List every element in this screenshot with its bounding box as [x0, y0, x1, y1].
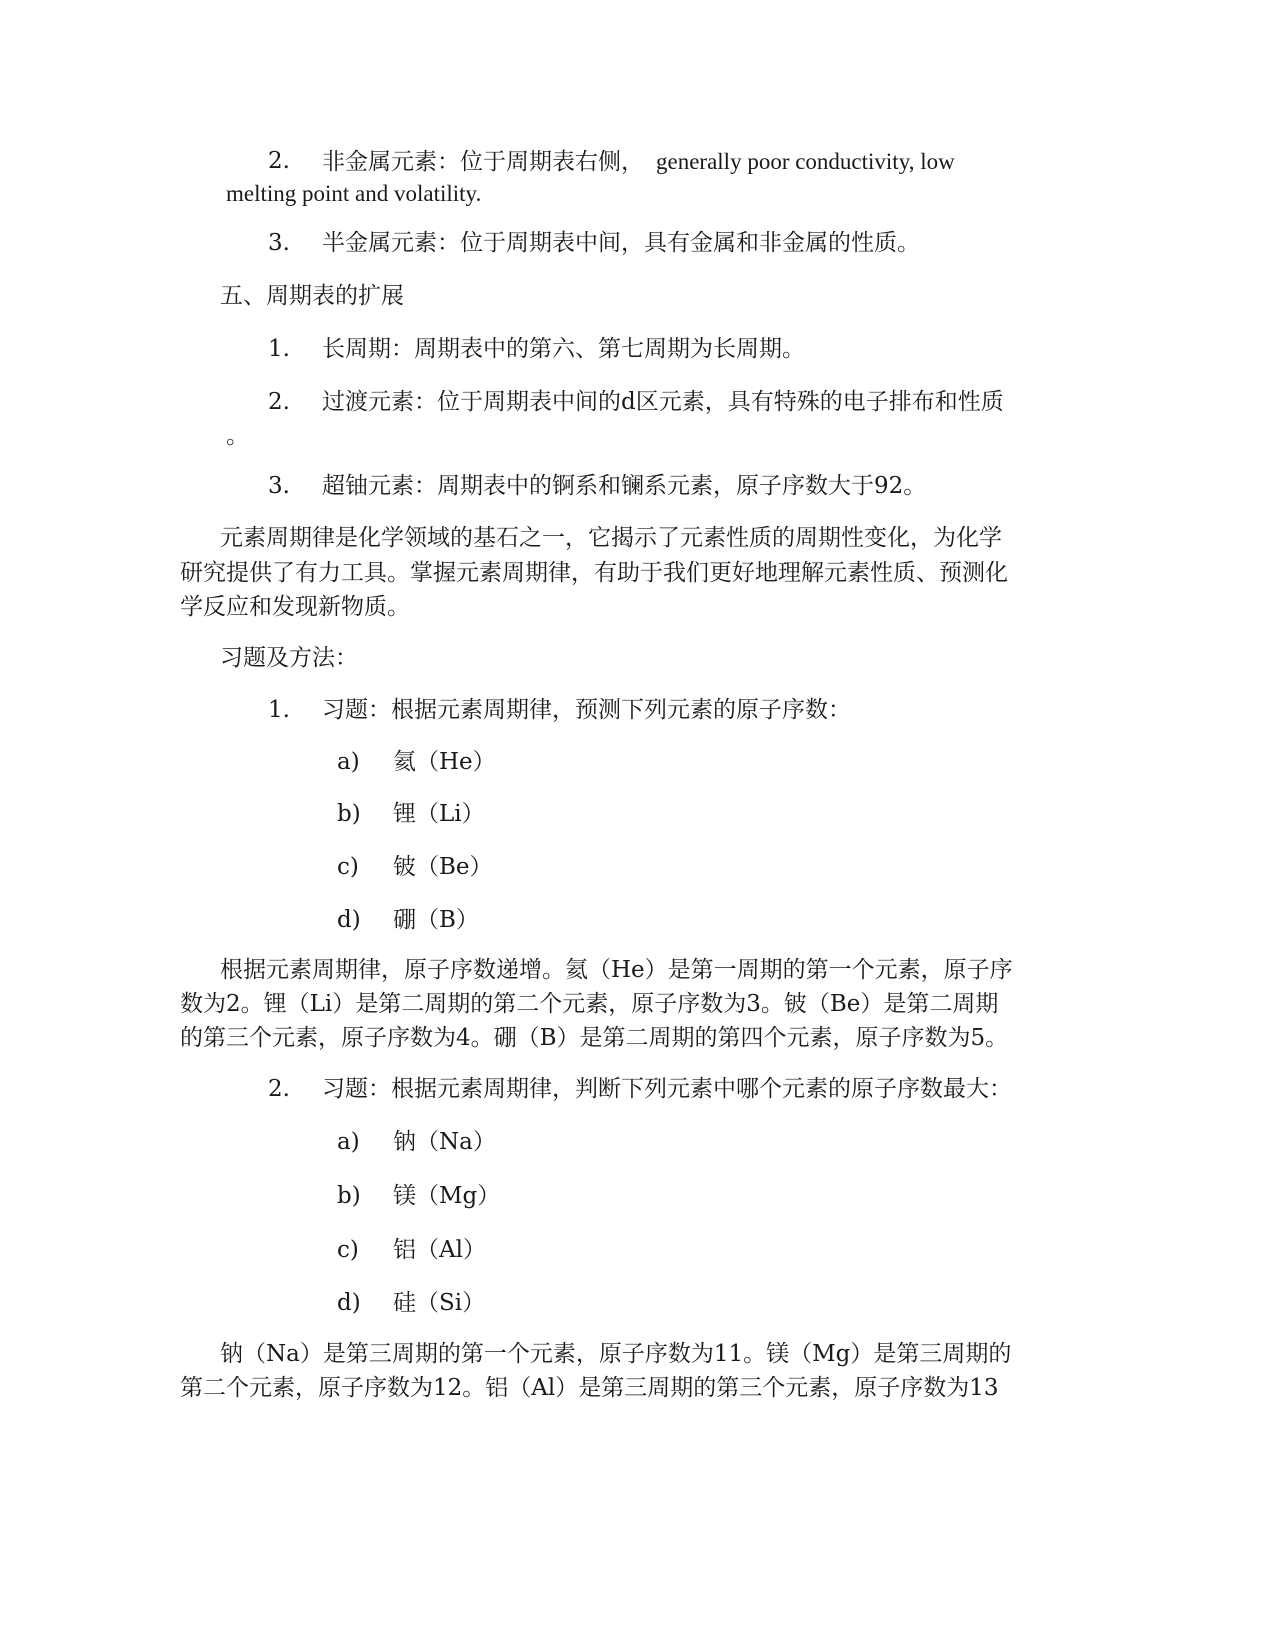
list-item-text: 半金属元素：位于周期表中间，具有金属和非金属的性质。 [322, 230, 920, 256]
option-text: 锂（Li） [393, 801, 485, 827]
question-text: 习题：根据元素周期律，判断下列元素中哪个元素的原子序数最大： [322, 1076, 1012, 1102]
answer-line: 的第三个元素，原子序数为4。硼（B）是第二周期的第四个元素，原子序数为5。 [180, 1025, 1009, 1051]
list-item-continuation: melting point and volatility. [226, 181, 482, 206]
list-item-text [322, 150, 955, 174]
option-label: a) [337, 749, 360, 775]
option-label: d) [337, 907, 361, 933]
section-heading: 五、周期表的扩展 [220, 283, 404, 309]
option-label: d) [337, 1290, 361, 1316]
list-item-text: 长周期：周期表中的第六、第七周期为长周期。 [322, 336, 805, 362]
list-number: 2. [268, 148, 290, 174]
option-label: b) [337, 801, 361, 827]
option-text: 镁（Mg） [393, 1183, 501, 1209]
answer-line: 钠（Na）是第三周期的第一个元素，原子序数为11。镁（Mg）是第三周期的 [220, 1341, 1012, 1367]
list-item-text-zh: 非金属元素：位于周期表右侧， [322, 149, 644, 175]
question-number: 2. [268, 1076, 290, 1102]
answer-line: 第二个元素，原子序数为12。铝（Al）是第三周期的第三个元素，原子序数为13 [180, 1375, 999, 1401]
answer-line: 数为2。锂（Li）是第二周期的第二个元素，原子序数为3。铍（Be）是第二周期 [180, 991, 999, 1017]
option-text: 氦（He） [393, 749, 496, 775]
option-text: 铝（Al） [393, 1237, 486, 1263]
paragraph-line: 元素周期律是化学领域的基石之一，它揭示了元素性质的周期性变化，为化学 [220, 525, 1002, 551]
option-label: b) [337, 1183, 361, 1209]
list-item-continuation: 。 [226, 423, 249, 449]
option-text: 铍（Be） [393, 854, 493, 880]
option-text: 硼（B） [393, 907, 479, 933]
question-text: 习题：根据元素周期律，预测下列元素的原子序数： [322, 697, 851, 723]
paragraph-line: 研究提供了有力工具。掌握元素周期律，有助于我们更好地理解元素性质、预测化 [180, 560, 1008, 586]
list-number: 3. [268, 473, 290, 499]
paragraph-line: 学反应和发现新物质。 [180, 594, 410, 620]
option-label: a) [337, 1129, 360, 1155]
list-item-text: 过渡元素：位于周期表中间的d区元素，具有特殊的电子排布和性质 [322, 389, 1004, 415]
option-label: c) [337, 1237, 359, 1263]
option-text: 钠（Na） [393, 1129, 496, 1155]
option-label: c) [337, 854, 359, 880]
answer-line: 根据元素周期律，原子序数递增。氦（He）是第一周期的第一个元素，原子序 [220, 957, 1013, 983]
option-text: 硅（Si） [393, 1290, 486, 1316]
list-item-text: 超铀元素：周期表中的锕系和镧系元素，原子序数大于92。 [322, 473, 927, 499]
list-number: 2. [268, 389, 290, 415]
list-item-text-en: generally poor conductivity, low [656, 149, 955, 174]
list-number: 3. [268, 230, 290, 256]
exercises-heading: 习题及方法： [220, 645, 358, 671]
list-number: 1. [268, 336, 290, 362]
question-number: 1. [268, 697, 290, 723]
